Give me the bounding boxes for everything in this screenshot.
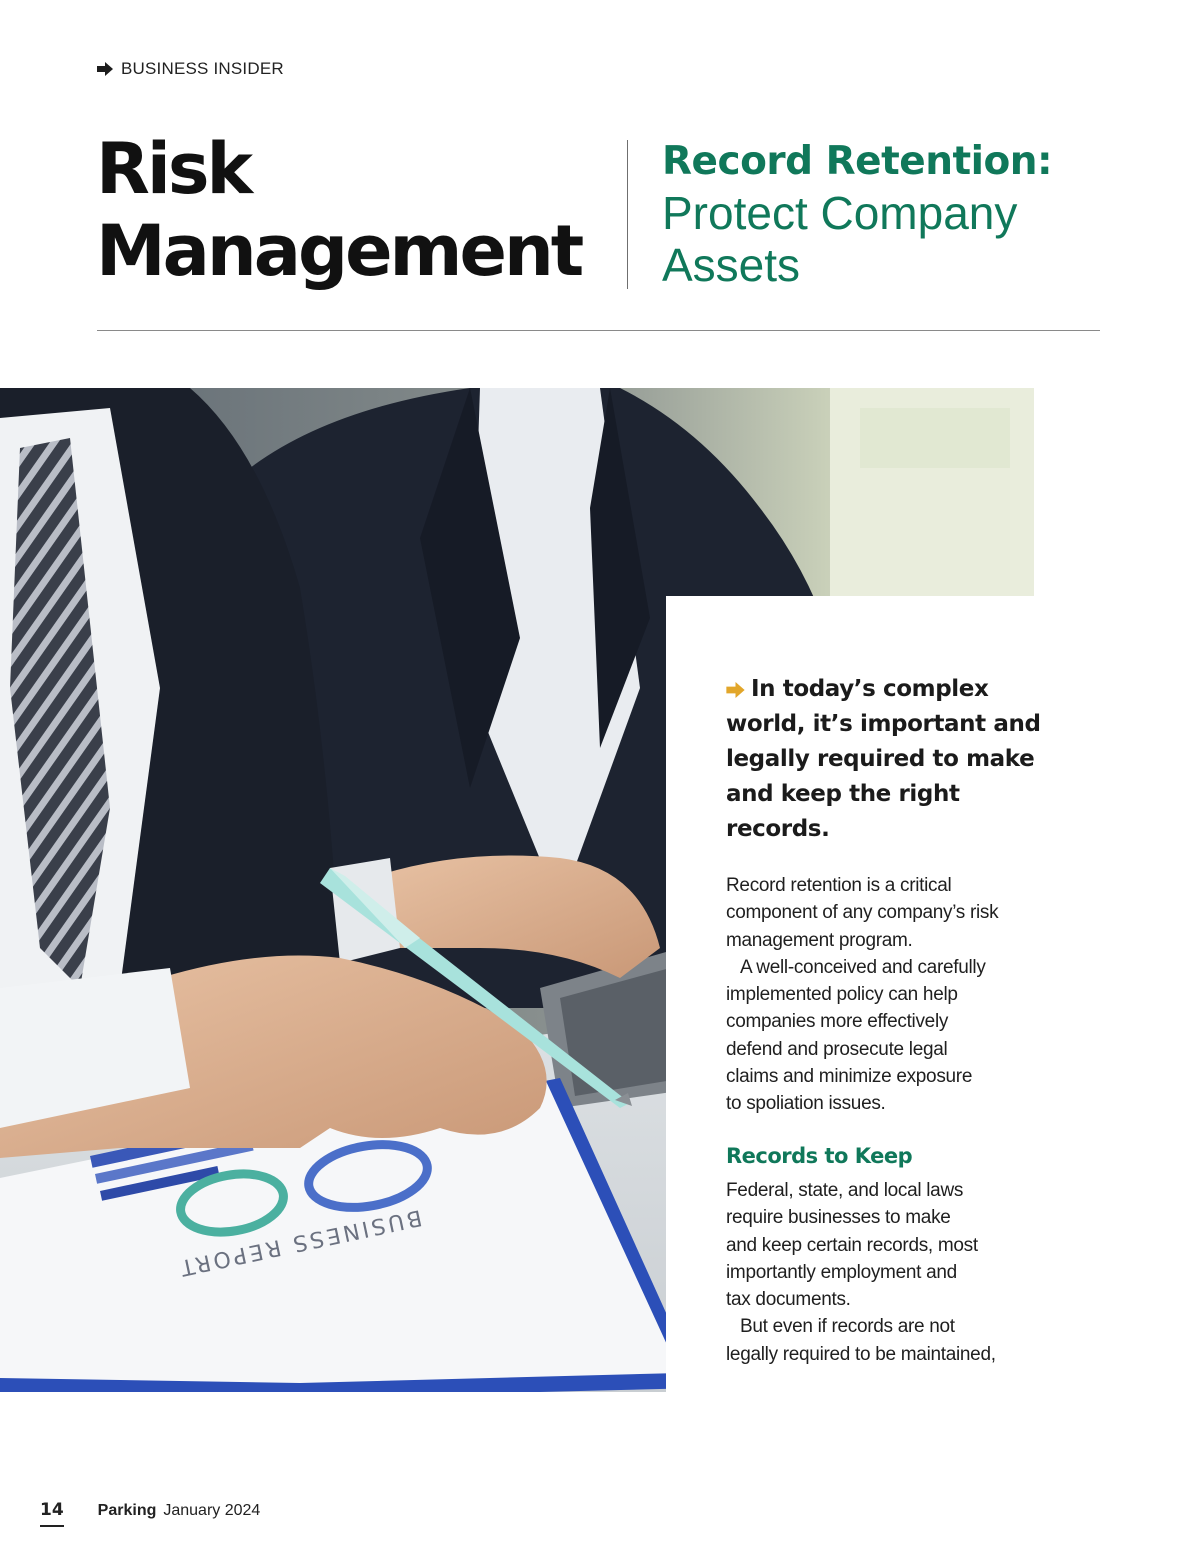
subtitle-line-2: Protect Company xyxy=(662,187,1018,239)
body-line: But even if records are not xyxy=(740,1316,955,1338)
body-line: tax documents. xyxy=(726,1289,851,1311)
subtitle-bold: Record Retention: xyxy=(662,139,1053,184)
lead-text: In today’s complex world, it’s important and legally required to make and keep the right records. xyxy=(726,676,1041,842)
arrow-right-icon xyxy=(97,62,113,76)
body-line: to spoliation issues. xyxy=(726,1093,886,1115)
body-paragraph-1 xyxy=(726,872,1046,1118)
article-subtitle xyxy=(662,137,1162,291)
section-tag xyxy=(97,58,284,80)
body-line: A well-conceived and carefully xyxy=(740,956,986,978)
body-line: component of any company’s risk xyxy=(726,902,999,924)
magazine-name: Parking xyxy=(97,1502,157,1519)
body-line: Federal, state, and local laws xyxy=(726,1180,964,1201)
arrow-right-icon xyxy=(726,682,745,698)
page-footer xyxy=(40,1500,260,1527)
page-number: 14 xyxy=(40,1500,64,1527)
body-line: require businesses to make xyxy=(726,1207,951,1229)
photo-report-text: BUSINESS REPORT xyxy=(175,1204,424,1281)
subtitle-line-3: Assets xyxy=(662,239,801,291)
section-label: BUSINESS INSIDER xyxy=(121,59,284,78)
lead-paragraph xyxy=(726,672,1046,847)
body-line: claims and minimize exposure xyxy=(726,1066,973,1088)
title-line-2: Management xyxy=(96,210,582,292)
body-line: importantly employment and xyxy=(726,1261,957,1283)
page-title xyxy=(96,128,581,292)
issue-date: January 2024 xyxy=(163,1502,261,1519)
body-line: implemented policy can help xyxy=(726,984,958,1006)
header-rule xyxy=(97,330,1100,331)
section-subhead: Records to Keep xyxy=(726,1144,913,1168)
body-line: companies more effectively xyxy=(726,1011,949,1033)
body-paragraph-2 xyxy=(726,1177,1046,1368)
title-line-1: Risk xyxy=(96,128,251,210)
body-line: Record retention is a critical xyxy=(726,875,952,896)
body-line: management program. xyxy=(726,929,913,951)
body-line: defend and prosecute legal xyxy=(726,1038,948,1060)
body-line: and keep certain records, most xyxy=(726,1234,978,1256)
body-line: legally required to be maintained, xyxy=(726,1343,996,1365)
title-divider xyxy=(627,140,628,289)
